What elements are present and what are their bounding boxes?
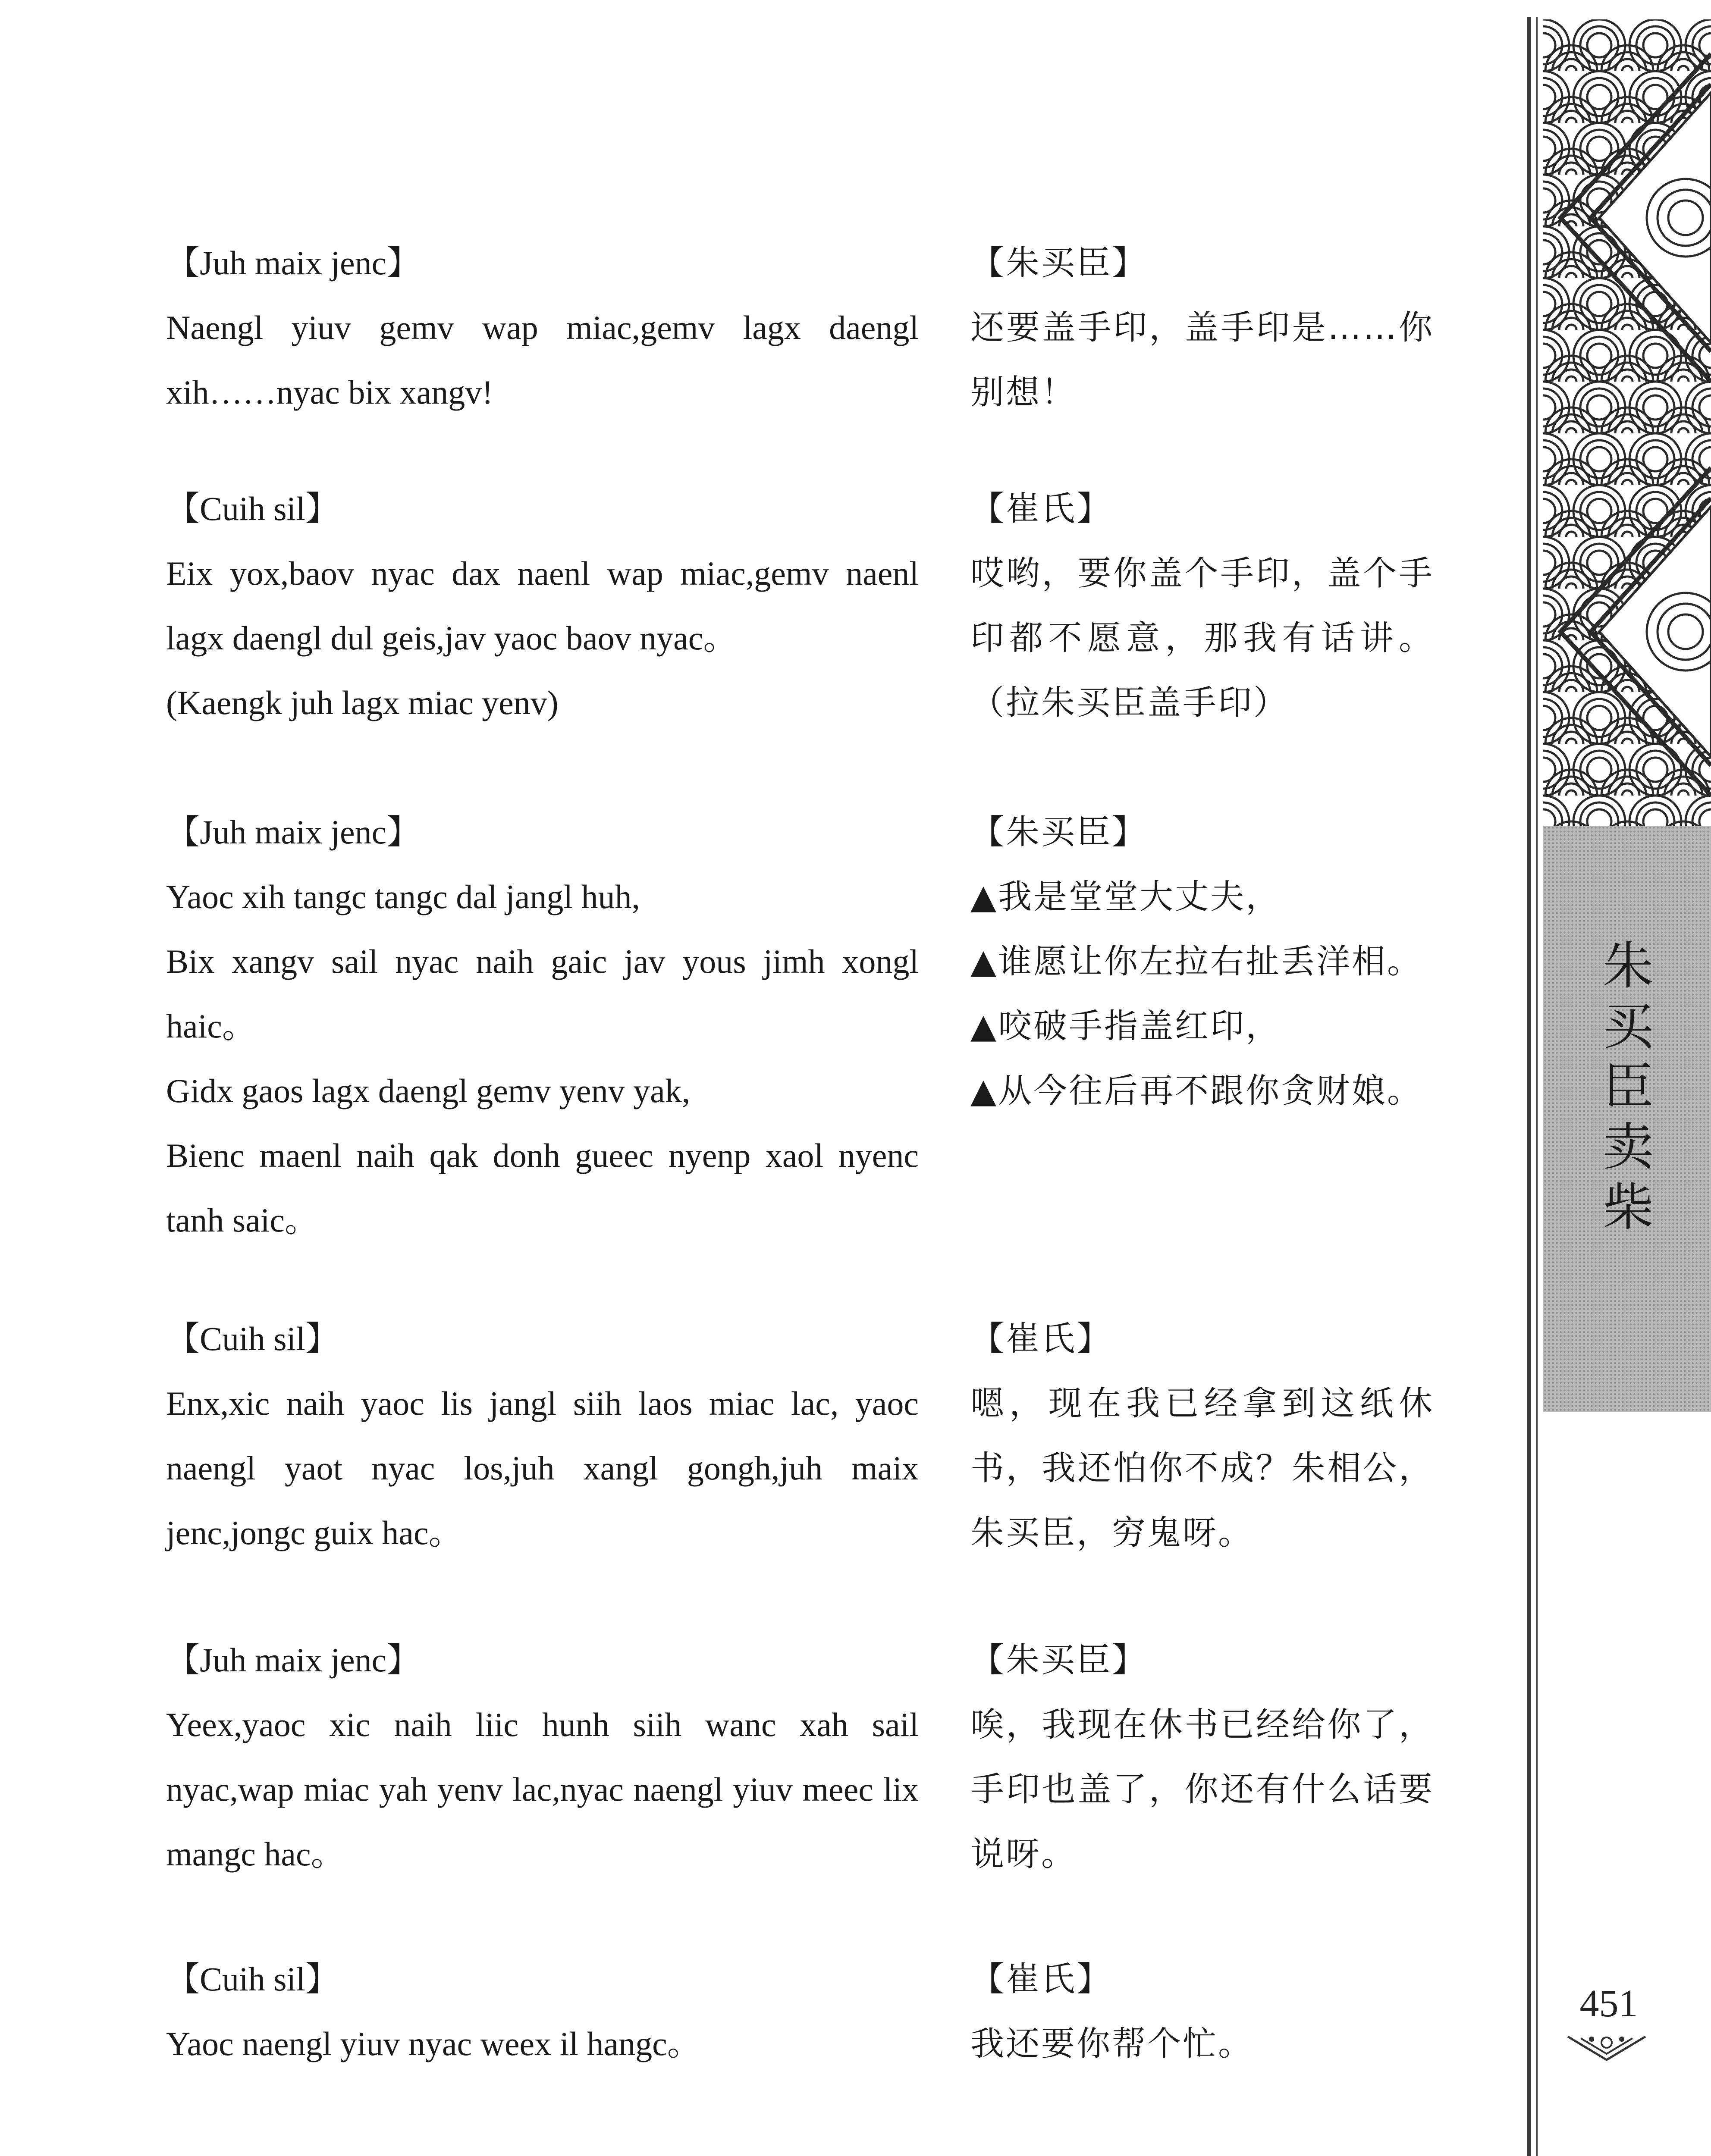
dialogue-line: 我还要你帮个忙。 — [970, 2024, 1254, 2063]
dialogue-line: Yaoc naengl yiuv nyac weex il hangc。 — [166, 2025, 701, 2062]
zh-han-column — [970, 800, 1434, 1123]
zh-han-column — [970, 231, 1434, 425]
zh-dong-column — [166, 800, 919, 1253]
speaker-label: 【崔氏】 — [970, 1960, 1112, 1999]
page-ornament-icon — [1566, 2033, 1648, 2063]
speaker-label: 【朱买臣】 — [970, 813, 1148, 852]
speaker-label: 【朱买臣】 — [970, 1641, 1148, 1680]
speaker-label: 【Cuih sil】 — [166, 490, 339, 527]
zh-han-column — [970, 1307, 1434, 1565]
verse-line: ▲谁愿让你左拉右扯丢洋相。 — [970, 942, 1422, 981]
speaker-label: 【Juh maix jenc】 — [166, 244, 421, 282]
zh-dong-column — [166, 1947, 919, 2076]
dialogue-line: 嗯，现在我已经拿到这纸休书，我还怕你不成？朱相公，朱买臣，穷鬼呀。 — [970, 1384, 1434, 1552]
zh-han-column — [970, 1628, 1434, 1887]
speaker-label: 【Cuih sil】 — [166, 1320, 339, 1357]
dialogue-line: Eix yox,baov nyac dax naenl wap miac,gemv naenl lagx daengl dul geis,jav yaoc baov nyac。 — [166, 555, 919, 657]
zh-han-column — [970, 1947, 1434, 2076]
speaker-label: 【Juh maix jenc】 — [166, 1641, 421, 1679]
zh-dong-column — [166, 476, 919, 735]
speaker-label: 【崔氏】 — [970, 1319, 1112, 1358]
verse-line: ▲从今往后再不跟你贪财娘。 — [970, 1072, 1422, 1110]
speaker-label: 【Cuih sil】 — [166, 1960, 339, 1998]
dialogue-line: 唉，我现在休书已经给你了，手印也盖了，你还有什么话要说呀。 — [970, 1705, 1434, 1874]
decorative-pattern-icon — [1543, 19, 1711, 826]
page-number: 451 — [1579, 1982, 1638, 2025]
stage-direction: (Kaengk juh lagx miac yenv) — [166, 684, 559, 721]
zh-dong-column — [166, 1307, 919, 1565]
dialogue-line: Enx,xic naih yaoc lis jangl siih laos miac lac, yaoc naengl yaot nyac los,juh xangl gongh,juh maix jenc,jongc guix hac。 — [166, 1385, 919, 1551]
margin-rule-thin — [1536, 17, 1538, 2156]
verse-line: Bix xangv sail nyac naih gaic jav yous jimh xongl haic。 — [166, 943, 919, 1045]
verse-line: ▲咬破手指盖红印， — [970, 1007, 1281, 1046]
verse-line: Bienc maenl naih qak donh gueec nyenp xaol nyenc tanh saic。 — [166, 1137, 919, 1239]
zh-dong-column — [166, 231, 919, 425]
zh-dong-column — [166, 1628, 919, 1887]
verse-line: Yaoc xih tangc tangc dal jangl huh, — [166, 878, 640, 915]
verse-line: ▲我是堂堂大丈夫， — [970, 877, 1281, 916]
dialogue-line: 哎哟，要你盖个手印，盖个手印都不愿意，那我有话讲。（拉朱买臣盖手印） — [970, 554, 1434, 722]
speaker-label: 【Juh maix jenc】 — [166, 813, 421, 851]
speaker-label: 【崔氏】 — [970, 489, 1112, 528]
speaker-label: 【朱买臣】 — [970, 244, 1148, 282]
verse-line: Gidx gaos lagx daengl gemv yenv yak, — [166, 1072, 691, 1109]
running-title: 朱买臣卖柴 — [1602, 936, 1654, 1237]
dialogue-line: 还要盖手印，盖手印是……你别想！ — [970, 308, 1434, 412]
zh-han-column — [970, 476, 1434, 735]
margin-rule — [1527, 17, 1531, 2156]
dialogue-line: Yeex,yaoc xic naih liic hunh siih wanc xah sail nyac,wap miac yah yenv lac,nyac naengl yiuv meec lix mangc hac。 — [166, 1706, 919, 1873]
dialogue-line: Naengl yiuv gemv wap miac,gemv lagx daengl xih……nyac bix xangv! — [166, 309, 919, 411]
